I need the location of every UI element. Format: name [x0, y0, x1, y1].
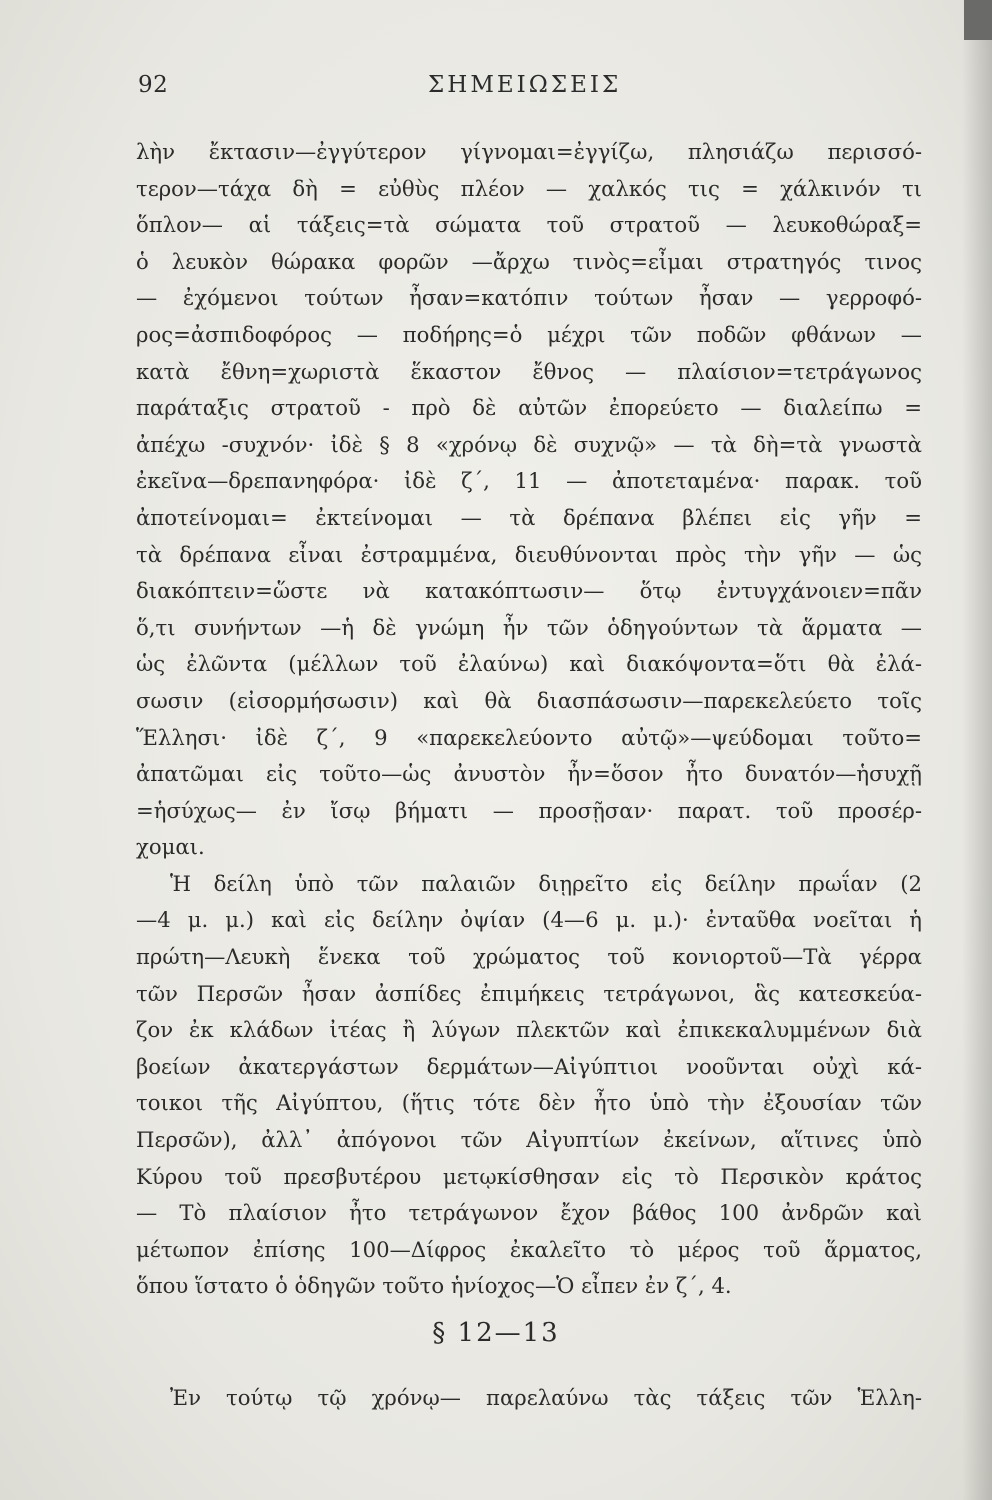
text-line: ὅ,τι συνήντων —ἡ δὲ γνώμη ἦν τῶν ὁδηγούντων τὰ ἅρματα —: [136, 614, 922, 640]
text-line: διακόπτειν=ὥστε νὰ κατακόπτωσιν— ὅτῳ ἐντυγχάνοιεν=πᾶν: [136, 578, 922, 604]
text-line: πρώτη—Λευκὴ ἕνεκα τοῦ χρώματος τοῦ κονιορτοῦ—Τὰ γέρρα: [136, 944, 922, 970]
text-line: λὴν ἔκτασιν—ἐγγύτερον γίγνομαι=ἐγγίζω, πλησιάζω περισσό-: [136, 139, 922, 164]
text-line: ἀποτείνομαι= ἐκτείνομαι — τὰ δρέπανα βλέπει εἰς γῆν =: [136, 504, 922, 530]
text-line: ὅπου ἵστατο ὁ ὁδηγῶν τοῦτο ἡνίοχος—Ὁ εἶπεν ἐν ζ΄, 4.: [136, 1273, 732, 1299]
text-line: παράταξις στρατοῦ - πρὸ δὲ αὐτῶν ἐπορεύετο — διαλείπω =: [136, 395, 922, 421]
text-line: — Τὸ πλαίσιον ἦτο τετράγωνον ἔχον βάθος 100 ἀνδρῶν καὶ: [136, 1200, 922, 1226]
text-line: Ἕλλησι· ἰδὲ ζ΄, 9 «παρεκελεύοντο αὐτῷ»—ψεύδομαι τοῦτο=: [136, 724, 922, 750]
section-heading: § 12—13: [432, 1318, 560, 1348]
text-line: ὅπλον— αἱ τάξεις=τὰ σώματα τοῦ στρατοῦ — λευκοθώραξ=: [136, 212, 922, 238]
page-header: [138, 72, 918, 108]
text-line: ρος=ἀσπιδοφόρος — ποδήρης=ὁ μέχρι τῶν ποδῶν φθάνων —: [136, 321, 922, 347]
text-line: ὁ λευκὸν θώρακα φορῶν —ἄρχω τινὸς=εἶμαι στρατηγός τινος: [136, 248, 922, 274]
text-line: βοείων ἀκατεργάστων δερμάτων—Αἰγύπτιοι νοοῦνται οὐχὶ κά-: [136, 1053, 922, 1079]
text-line: ἐκεῖνα—δρεπανηφόρα· ἰδὲ ζ΄, 11 — ἀποτεταμένα· παρακ. τοῦ: [136, 468, 922, 494]
text-line: Ἡ δείλη ὑπὸ τῶν παλαιῶν διῃρεῖτο εἰς δείλην πρωΐαν (2: [170, 870, 922, 896]
text-line: τερον—τάχα δὴ = εὐθὺς πλέον — χαλκός τις = χάλκινόν τι: [136, 175, 922, 201]
text-line: τῶν Περσῶν ἦσαν ἀσπίδες ἐπιμήκεις τετράγωνοι, ἃς κατεσκεύα-: [136, 980, 922, 1006]
text-line: — ἐχόμενοι τούτων ἦσαν=κατόπιν τούτων ἦσαν — γερροφό-: [136, 285, 922, 311]
text-line: ὡς ἐλῶντα (μέλλων τοῦ ἐλαύνω) καὶ διακόψοντα=ὅτι θὰ ἐλά-: [136, 651, 922, 677]
text-line: =ἡσύχως— ἐν ἴσῳ βήματι — προσῇσαν· παρατ. τοῦ προσέρ-: [136, 797, 922, 823]
text-line: ζον ἐκ κλάδων ἰτέας ἢ λύγων πλεκτῶν καὶ ἐπικεκαλυμμένων διὰ: [136, 1017, 922, 1043]
section-body: [136, 1380, 922, 1417]
running-head: ΣΗΜΕΙΩΣΕΙΣ: [428, 72, 622, 98]
text-line: τοικοι τῆς Αἰγύπτου, (ἥτις τότε δὲν ἦτο ὑπὸ τὴν ἐξουσίαν τῶν: [136, 1090, 922, 1116]
text-line: Ἐν τούτῳ τῷ χρόνῳ— παρελαύνω τὰς τάξεις τῶν Ἑλλη-: [170, 1385, 922, 1410]
text-line: μέτωπον ἐπίσης 100—Δίφρος ἐκαλεῖτο τὸ μέρος τοῦ ἅρματος,: [136, 1236, 922, 1262]
text-line: ἀπέχω -συχνόν· ἰδὲ § 8 «χρόνῳ δὲ συχνῷ» — τὰ δὴ=τὰ γνωστὰ: [136, 431, 922, 457]
text-line: ἀπατῶμαι εἰς τοῦτο—ὡς ἀνυστὸν ἦν=ὅσον ἦτο δυνατόν—ἡσυχῇ: [136, 761, 922, 787]
text-line: χομαι.: [136, 834, 205, 860]
notes-body: [136, 134, 922, 1305]
text-line: Κύρου τοῦ πρεσβυτέρου μετῳκίσθησαν εἰς τὸ Περσικὸν κράτος: [136, 1163, 922, 1189]
text-line: τὰ δρέπανα εἶναι ἐστραμμένα, διευθύνονται πρὸς τὴν γῆν — ὡς: [136, 541, 922, 567]
scan-corner-mark: [964, 0, 992, 40]
page-edge-shadow: [962, 0, 992, 1500]
text-line: —4 μ. μ.) καὶ εἰς δείλην ὀψίαν (4—6 μ. μ.)· ἐνταῦθα νοεῖται ἡ: [136, 907, 922, 933]
text-line: Περσῶν), ἀλλ᾽ ἀπόγονοι τῶν Αἰγυπτίων ἐκείνων, αἵτινες ὑπὸ: [136, 1127, 922, 1153]
text-line: κατὰ ἔθνη=χωριστὰ ἕκαστον ἔθνος — πλαίσιον=τετράγωνος: [136, 358, 922, 384]
text-line: σωσιν (εἰσορμήσωσιν) καὶ θὰ διασπάσωσιν—παρεκελεύετο τοῖς: [136, 687, 922, 713]
page-number: 92: [138, 72, 169, 98]
